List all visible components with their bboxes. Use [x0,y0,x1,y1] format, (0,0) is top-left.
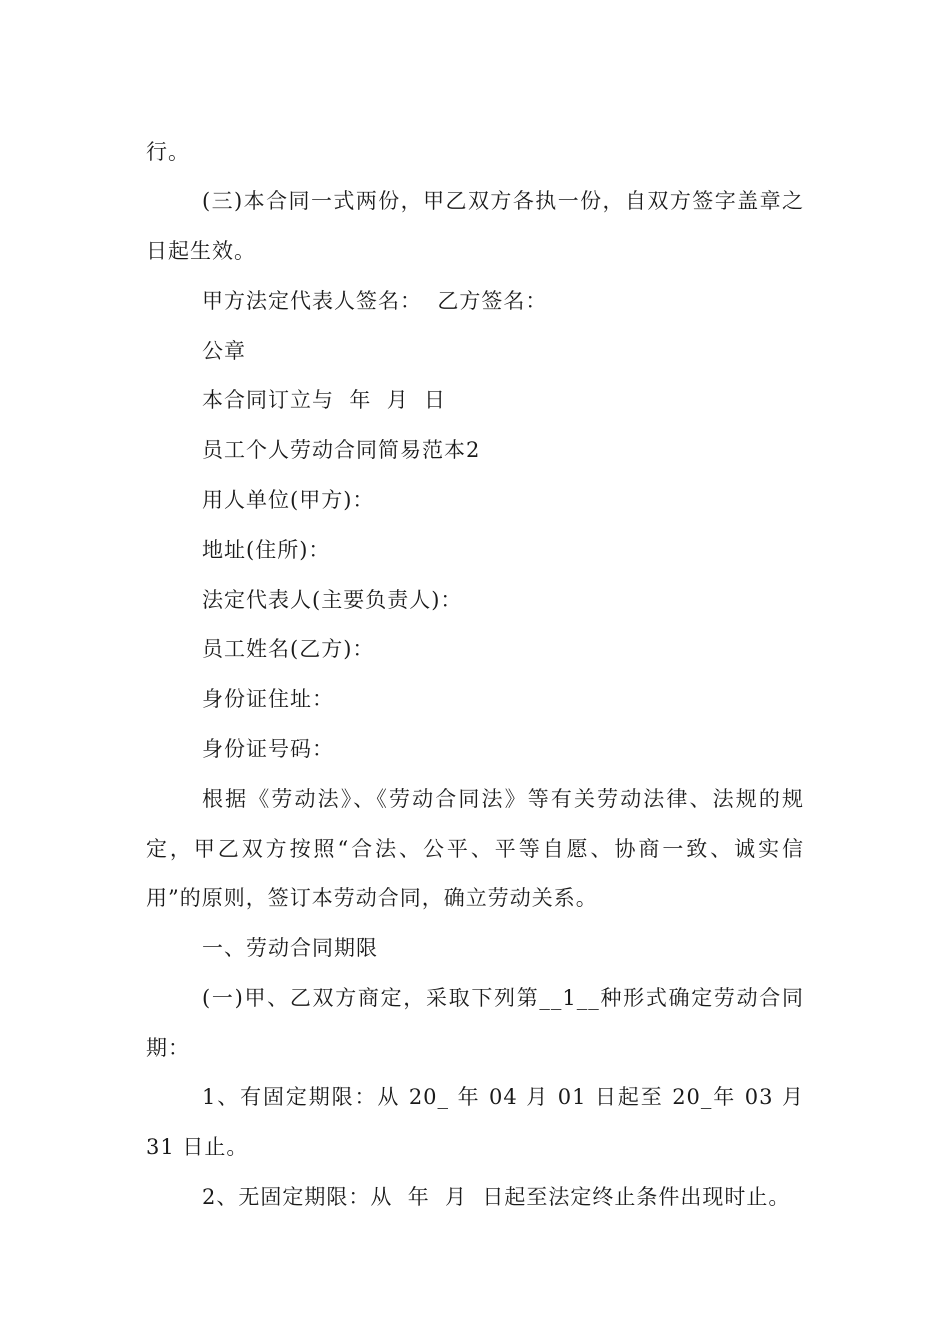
text-line: 31 日止。 [146,1135,249,1159]
text-line: 日起生效。 [146,239,256,263]
text-line: 行。 [146,140,190,164]
text-line: 甲方法定代表人签名： 乙方签名： [202,289,548,313]
text-line: 员工姓名(乙方)： [202,637,375,661]
text-line: 本合同订立与 年 月 日 [202,388,447,412]
section-title: 员工个人劳动合同简易范本2 [202,438,481,462]
text-line: 身份证号码： [202,737,334,761]
text-line: 用人单位(甲方)： [202,488,375,512]
text-line: 定，甲乙双方按照“合法、公平、平等自愿、协商一致、诚实信 [146,837,804,861]
text-line: (一)甲、乙双方商定，采取下列第__1__种形式确定劳动合同 [202,986,804,1010]
text-line: 根据《劳动法》、《劳动合同法》等有关劳动法律、法规的规 [202,787,804,811]
text-line: 一、劳动合同期限 [202,936,378,960]
text-line: 1、有固定期限：从 20_ 年 04 月 01 日起至 20_年 03 月 [202,1085,804,1109]
text-line: 2、无固定期限：从 年 月 日起至法定终止条件出现时止。 [202,1185,791,1209]
text-line: 用”的原则，签订本劳动合同，确立劳动关系。 [146,886,598,910]
text-line: 公章 [202,339,246,363]
text-line: (三)本合同一式两份，甲乙双方各执一份，自双方签字盖章之 [202,189,804,213]
text-line: 期： [146,1036,190,1060]
text-line: 身份证住址： [202,687,334,711]
text-line: 法定代表人(主要负责人)： [202,588,463,612]
text-line: 地址(住所)： [202,538,331,562]
